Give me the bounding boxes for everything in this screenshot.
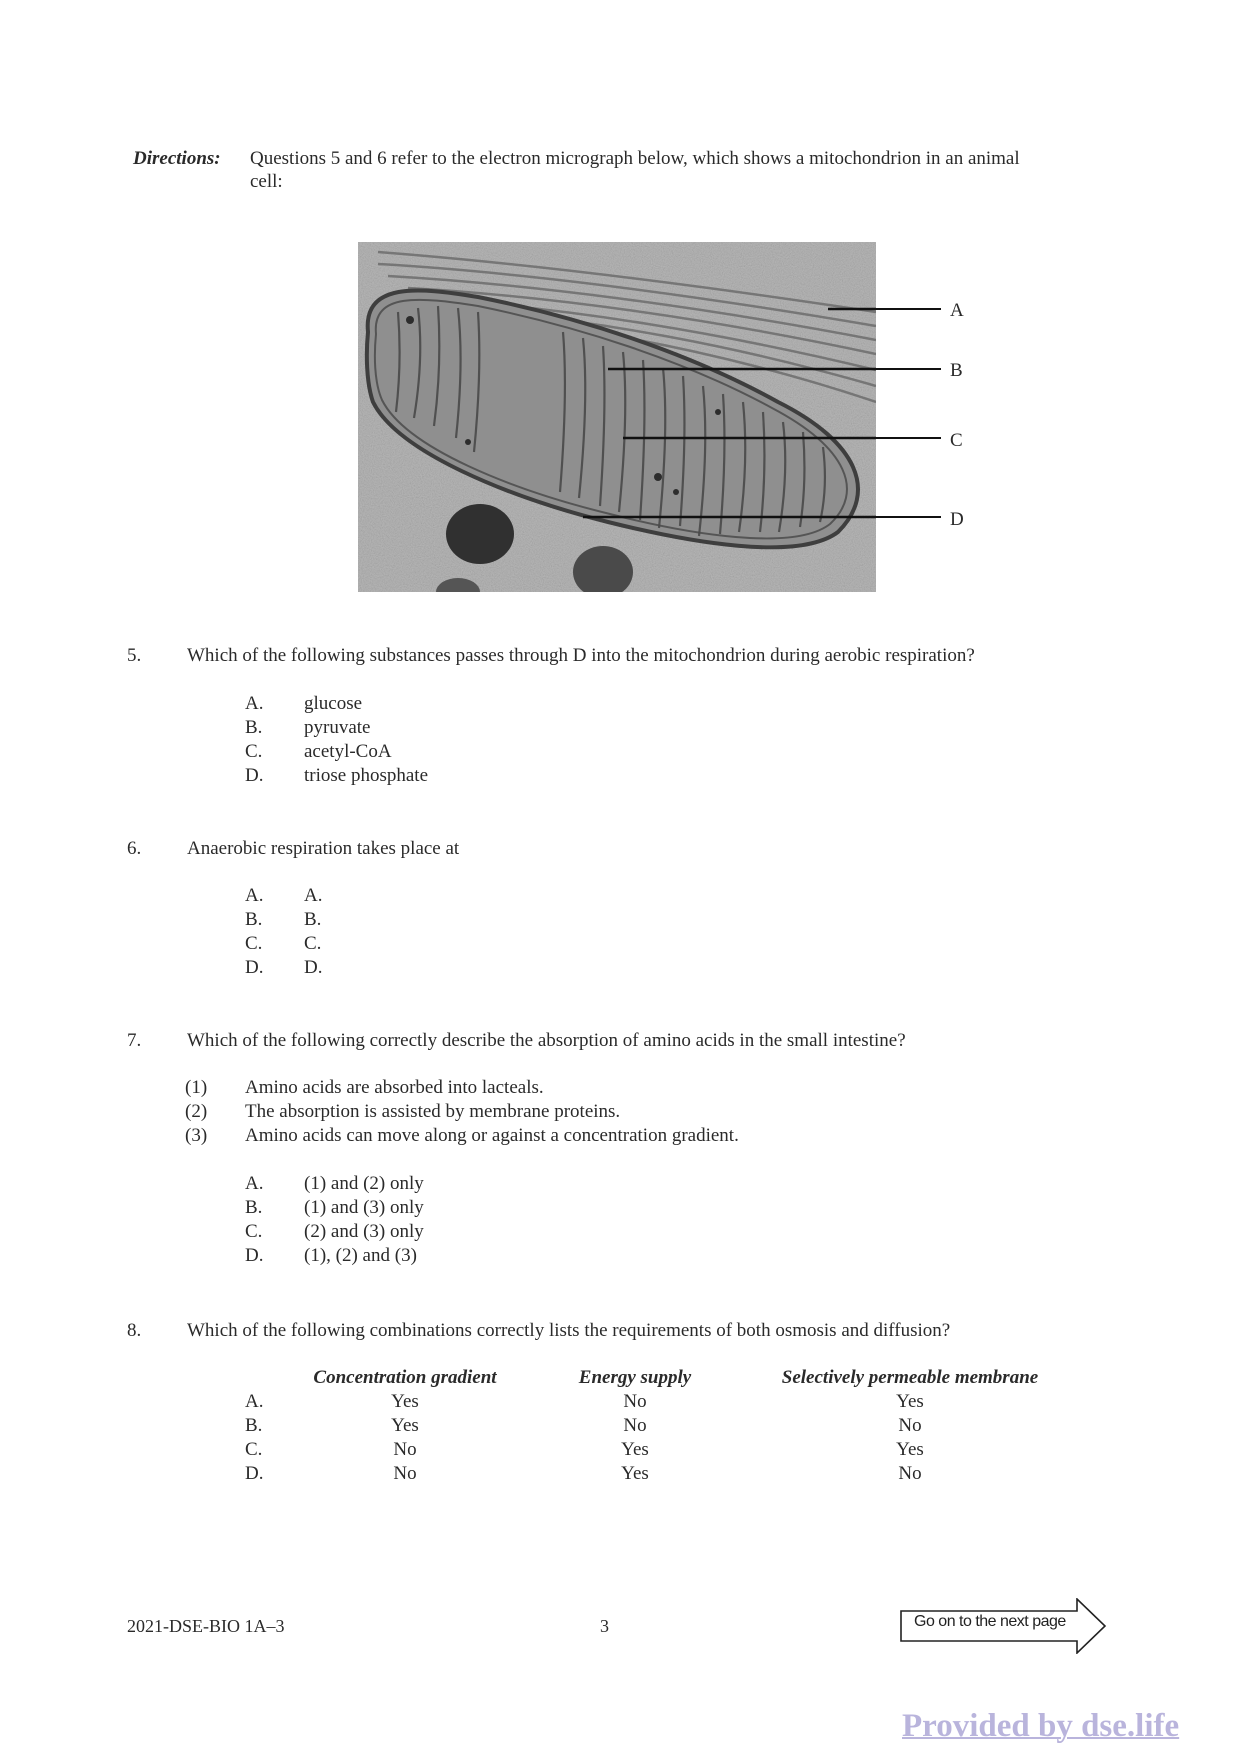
question-7-number: 7. [127,1030,142,1051]
directions-text-line1: Questions 5 and 6 refer to the electron micrograph below, which shows a mitochondrion in an animal [250,148,1020,169]
question-7-option-c-text[interactable]: (2) and (3) only [304,1221,424,1242]
question-5-option-b-text[interactable]: pyruvate [304,717,371,738]
next-page-label: Go on to the next page [914,1613,1066,1630]
figure-label-b: B [950,360,963,381]
table-header-selectively-permeable-membrane: Selectively permeable membrane [781,1367,1039,1388]
table-header-concentration-gradient: Concentration gradient [313,1367,497,1388]
question-7-option-b-text[interactable]: (1) and (3) only [304,1197,424,1218]
question-7-statement-3-number: (3) [185,1125,208,1146]
next-page-arrow [900,1598,1107,1654]
table-row-d-concentration-gradient: No [393,1463,417,1484]
question-6-option-c-letter: C. [245,933,263,954]
question-7-option-a-letter: A. [245,1173,264,1194]
question-6-option-a-text[interactable]: A. [304,885,323,906]
question-7-option-a-text[interactable]: (1) and (2) only [304,1173,424,1194]
table-row-c-letter: C. [245,1439,263,1460]
directions-text-line2: cell: [250,171,283,192]
figure-label-c: C [950,430,963,451]
question-6-option-d-text[interactable]: D. [304,957,323,978]
table-row-d-membrane: No [898,1463,922,1484]
question-7-statement-3-text: Amino acids can move along or against a concentration gradient. [245,1125,739,1146]
table-row-b-concentration-gradient: Yes [391,1415,419,1436]
question-5-option-d-text[interactable]: triose phosphate [304,765,429,786]
mitochondrion-micrograph [358,242,876,592]
question-5-stem: Which of the following substances passes through D into the mitochondrion during aerobic respiration? [187,645,975,666]
paper-code: 2021-DSE-BIO 1A–3 [127,1616,285,1636]
question-8-stem: Which of the following combinations correctly lists the requirements of both osmosis and diffusion? [187,1320,951,1341]
page-number: 3 [600,1616,609,1636]
question-5-option-c-letter: C. [245,741,263,762]
figure-label-d: D [950,509,964,530]
table-row-c-concentration-gradient: No [393,1439,417,1460]
question-6-option-c-text[interactable]: C. [304,933,322,954]
question-7-option-c-letter: C. [245,1221,263,1242]
question-7-statement-1-number: (1) [185,1077,208,1098]
table-row-d-letter: D. [245,1463,264,1484]
question-7-stem: Which of the following correctly describe the absorption of amino acids in the small intestine? [187,1030,906,1051]
question-6-number: 6. [127,838,142,859]
question-8-number: 8. [127,1320,142,1341]
question-7-option-b-letter: B. [245,1197,263,1218]
question-7-statement-2-text: The absorption is assisted by membrane proteins. [245,1101,621,1122]
question-6-stem: Anaerobic respiration takes place at [187,838,460,859]
table-row-b-energy-supply: No [623,1415,647,1436]
question-7-option-d-text[interactable]: (1), (2) and (3) [304,1245,417,1266]
table-row-b-letter: B. [245,1415,263,1436]
table-header-energy-supply: Energy supply [578,1367,692,1388]
question-7-option-d-letter: D. [245,1245,264,1266]
question-5-option-d-letter: D. [245,765,264,786]
watermark-link[interactable]: Provided by dse.life [902,1708,1180,1744]
question-6-option-a-letter: A. [245,885,264,906]
figure-label-a: A [950,300,964,321]
label-leader-lines [876,300,956,540]
table-row-c-energy-supply: Yes [621,1439,649,1460]
question-7-statement-2-number: (2) [185,1101,208,1122]
question-6-option-b-letter: B. [245,909,263,930]
question-5-number: 5. [127,645,142,666]
table-row-a-concentration-gradient: Yes [391,1391,419,1412]
table-row-a-membrane: Yes [896,1391,924,1412]
table-row-c-membrane: Yes [896,1439,924,1460]
table-row-a-energy-supply: No [623,1391,647,1412]
question-6-option-d-letter: D. [245,957,264,978]
question-5-option-a-letter: A. [245,693,264,714]
question-7-statement-1-text: Amino acids are absorbed into lacteals. [245,1077,544,1098]
directions-label: Directions: [133,148,221,169]
question-5-option-c-text[interactable]: acetyl-CoA [304,741,392,762]
question-5-option-b-letter: B. [245,717,263,738]
question-5-option-a-text[interactable]: glucose [304,693,363,714]
question-6-option-b-text[interactable]: B. [304,909,322,930]
table-row-d-energy-supply: Yes [621,1463,649,1484]
table-row-b-membrane: No [898,1415,922,1436]
table-row-a-letter: A. [245,1391,264,1412]
